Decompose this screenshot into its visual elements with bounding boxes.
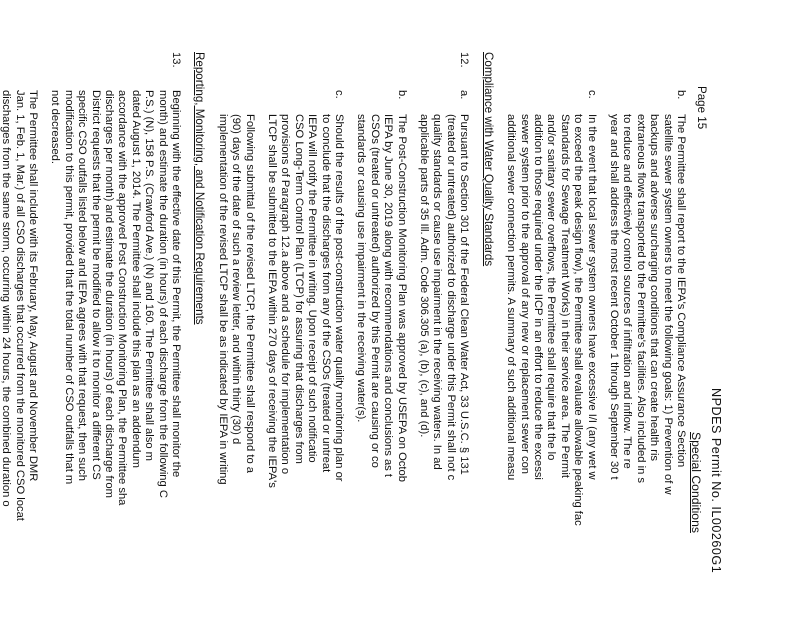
text-line: IEPA will notify the Permittee in writing. Upon receipt of such notificatio [306,114,319,463]
item-12b [354,90,408,618]
item-number: 12. [458,52,471,68]
text-line: Beginning with the effective date of this Permit, the Permittee shall monitor the [170,90,182,478]
text-line: CSOs (treated or untreated) authorized by this Permit are causing or co [368,114,381,468]
text-line: Pursuant to Section 301 of the Federal Clean Water Act, 33 U.S.C. § 131 [458,114,471,475]
item-13 [48,52,182,618]
text-line: P.S.) (N), 158 P.S. (Crawford Ave.) (N) and 160. The Permittee shall also m [143,90,156,462]
item-12c-followup [215,114,255,618]
text-line: quality standards or cause use impairment in the receiving waters. In ad [431,114,444,470]
paragraph-letter: c. [585,90,598,99]
text-line: month) and estimate the duration (in hours) of each discharge from the following C [156,90,169,498]
text-line: sewer system prior to the approval of any new or replacement sewer con [518,114,531,475]
text-line: In the event that local sewer system owners have excessive I/I (any wet w [585,114,598,480]
text-line: (90) days of the date of such a review letter, and within thirty (30) d [230,114,243,445]
paragraph-c [504,90,598,618]
text-line: applicable parts of 35 Ill. Adm. Code 306.305 (a), (b), (c), and (d). [418,114,431,438]
item-12c [265,90,346,618]
text-line: backups and adverse surcharging conditions that can create health ris [648,114,661,462]
text-line: and/or sanitary sewer overflows, the Permittee shall require that the lo [545,114,558,461]
permit-number: NPDES Permit No. IL00260G1 [709,388,723,574]
item-number: 13. [170,52,182,68]
text-line: LTCP shall be submitted to the IEPA within 270 days of receiving the IEPA's [266,114,279,488]
text-line: District requests that the permit be modified to allow it to monitor a different CS [89,90,102,480]
paragraph-letter: b. [395,90,408,100]
text-line: specific CSO outfalls listed below and IEPA agrees with that request, then such [76,90,89,481]
page-number: Page 15 [695,86,708,130]
text-line: discharges from the same storm, occurring within 24 hours, the combined duration o [0,90,13,507]
paragraph-letter: c. [333,90,346,99]
text-line: modification to this permit, provided that the total number of CSO outfalls that m [62,90,75,485]
text-line: CSO Long-Term Control Plan (LTCP) for assuring that discharges from [292,114,305,464]
document-body [0,52,687,618]
text-line: The Permittee shall report to the IEPA's Compliance Assurance Section [675,114,687,468]
section-title: Special Conditions [689,432,703,533]
text-line: The Post-Construction Monitoring Plan was approved by USEPA on Octob [395,114,408,482]
text-line: discharges per month) and estimate the duration (in hours) of each discharge from [102,90,115,498]
text-line: standards or causing use impairment in the receiving water(s). [355,114,368,423]
text-line: to exceed the peak design flow), the Permittee shall evaluate allowable peaking fac [572,114,585,526]
text-line: satellite sewer system owners to meet the following goals: 1) Prevention of w [661,114,674,495]
item-13-followup [0,90,39,618]
item-12a [417,52,471,618]
text-line: to conclude that the discharges from any of the CSOs (treated or untreat [319,114,332,473]
text-line: IEPA by June 30, 2019 along with recommendations and conclusions as t [382,114,395,477]
text-line: year and shall address the most recent October 1 through September 30 t [607,114,620,480]
compliance-heading: Compliance with Water Quality Standards [481,52,495,267]
paragraph-b [607,90,687,618]
text-line: Jan. 1, Feb. 1, Mar.) of all CSO discharges that occurred from the monitored CSO locat [13,90,26,521]
text-line: provisions of Paragraph 12.a above and a schedule for implementation o [279,114,292,475]
text-line: to reduce and effectively control sources of infiltration and inflow. The re [621,114,634,469]
text-line: dated August 1, 2014. The Permittee shall include this plan as an addendum [129,90,142,468]
text-line: extraneous flows transported to the Permittee's facilities. Also included in s [634,114,647,484]
reporting-heading: Reporting, Monitoring, and Notification Requirements [193,52,207,325]
text-line: Should the results of the post-construction water quality monitoring plan or [333,114,346,482]
text-line: accordance with the approved Post Construction Monitoring Plan, the Permittee sha [116,90,129,506]
text-line: (treated or untreated) authorized to discharge under this Permit shall not c [444,114,457,481]
text-line: Standards for Sewage Treatment Works) in their service area. The Permit [558,114,571,478]
text-line: addition to those required under the IICP in an effort to reduce the excessi [531,114,544,480]
text-line: implementation of the revised LTCP shall be as indicated by IEPA in writing [216,114,229,485]
text-line: additional sewer connection permits. A summary of such additional measu [505,114,518,481]
paragraph-letter: b. [675,90,687,100]
text-line: not decreased. [49,90,62,165]
text-line: Following submittal of the revised LTCP, the Permittee shall respond to a [243,114,256,474]
text-line: The Permittee shall include with its February, May, August and November DMR [26,90,39,482]
paragraph-letter: a. [458,90,471,100]
